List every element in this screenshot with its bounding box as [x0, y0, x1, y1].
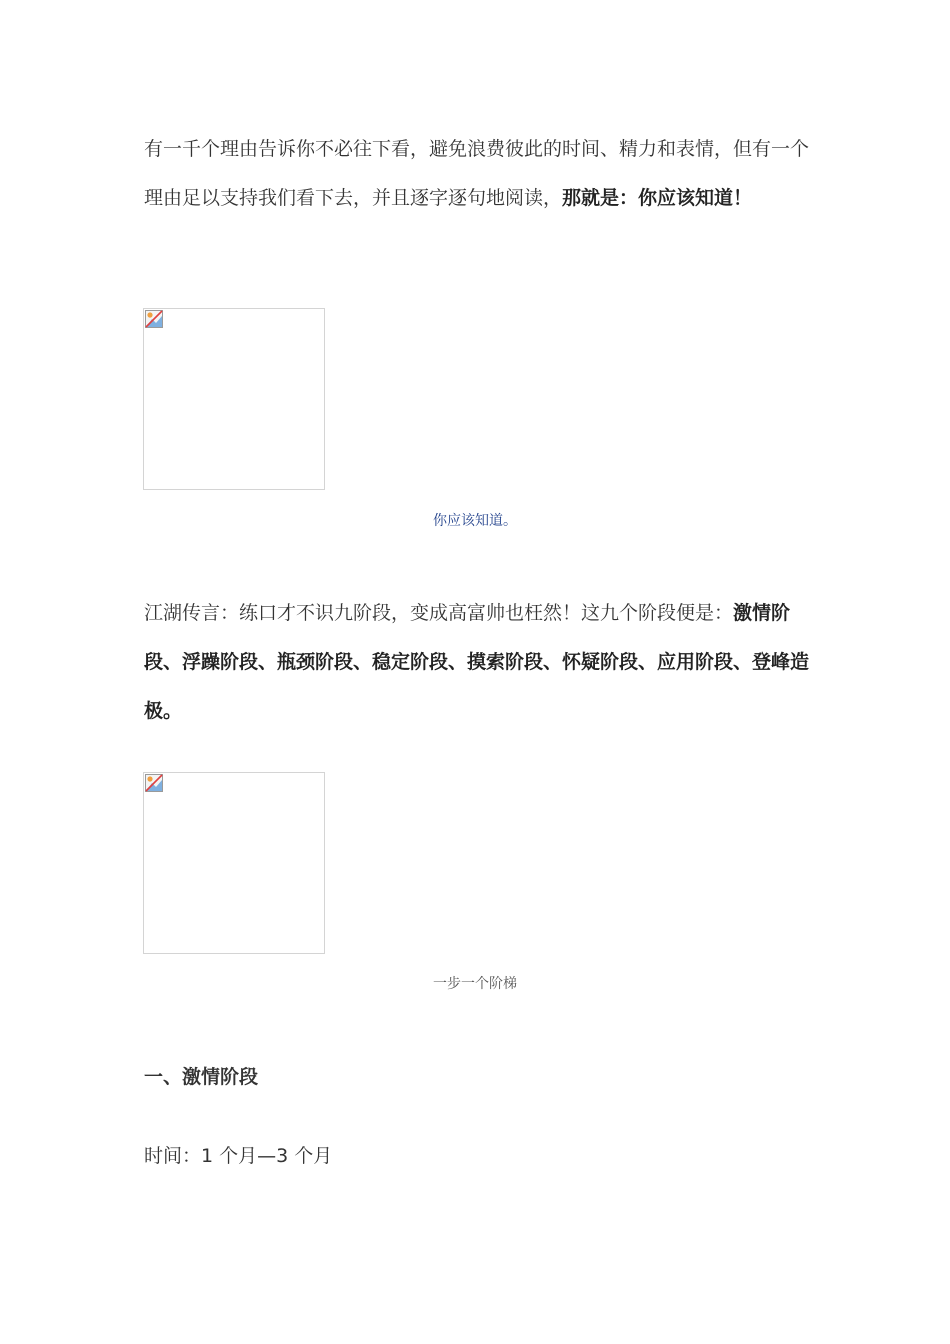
image-caption-link[interactable]: 你应该知道。 [433, 513, 517, 529]
intro-bold-text: 那就是：你应该知道！ [562, 187, 753, 209]
intro-text: 有一千个理由告诉你不必往下看，避免浪费彼此的时间、精力和表情，但有一个理由足以支持我们看下去，并且逐字逐句地阅读， [144, 138, 810, 209]
broken-image-icon [145, 310, 163, 328]
image-placeholder [143, 772, 325, 954]
stages-paragraph [144, 589, 812, 736]
image-caption: 一步一个阶梯 [433, 976, 517, 992]
section-time: 时间：1 个月—3 个月 [144, 1145, 333, 1167]
intro-paragraph [144, 125, 812, 223]
image-placeholder [143, 308, 325, 490]
stages-bold-text: 激情阶段、浮躁阶段、瓶颈阶段、稳定阶段、摸索阶段、怀疑阶段、应用阶段、登峰造极。 [144, 602, 810, 722]
broken-image-icon [145, 774, 163, 792]
section-heading: 一、激情阶段 [144, 1066, 259, 1088]
stages-text: 江湖传言：练口才不识九阶段，变成高富帅也枉然！这九个阶段便是： [144, 602, 734, 624]
